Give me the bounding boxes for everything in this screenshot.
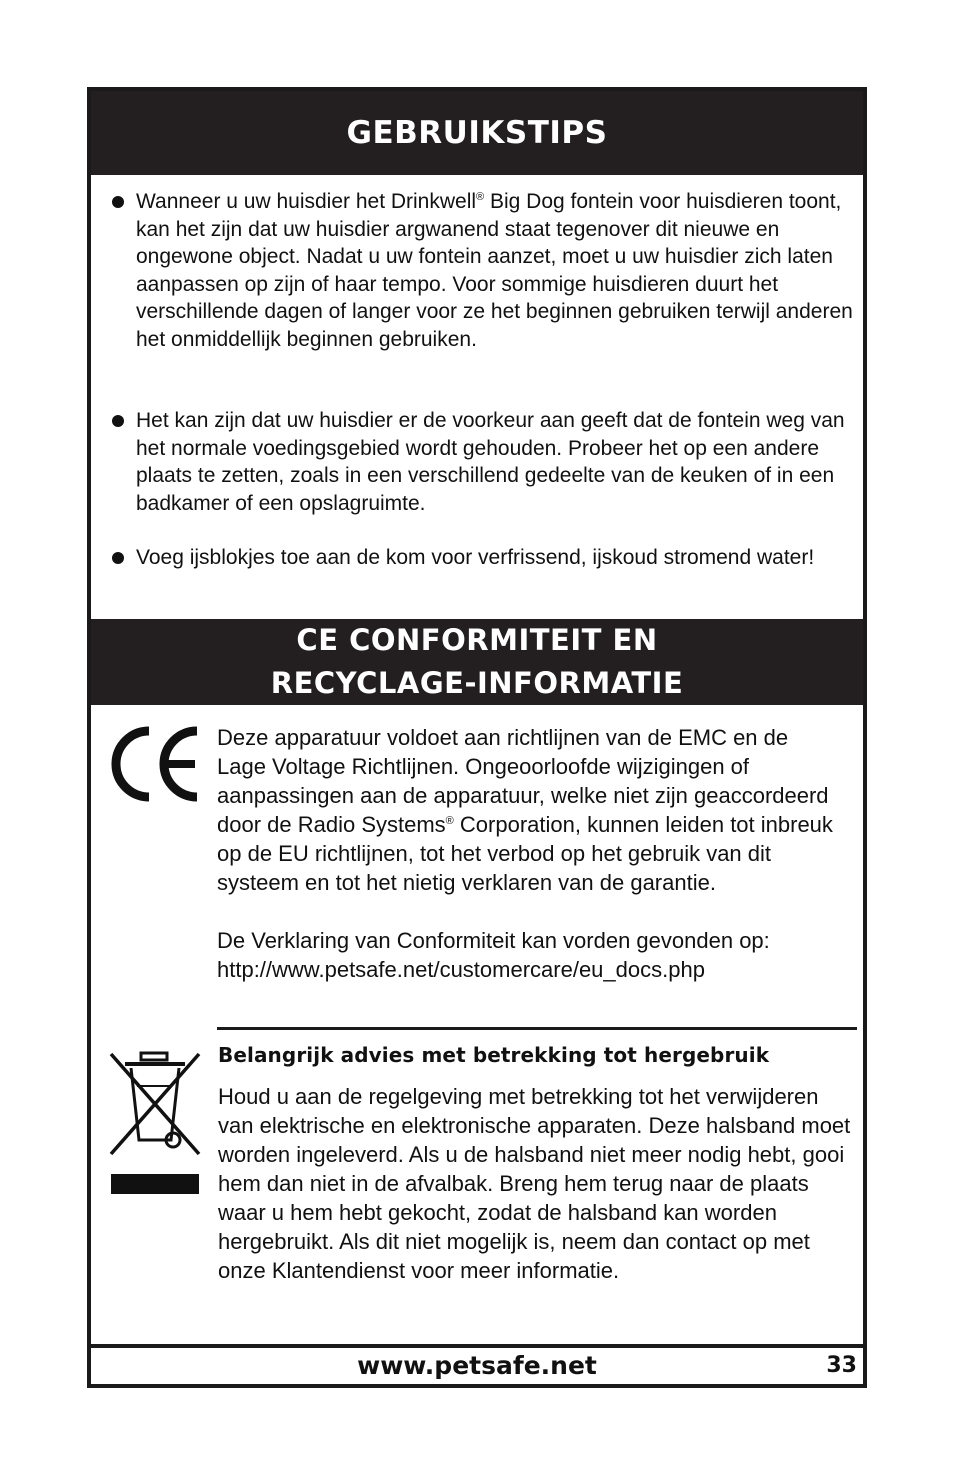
recycling-text: Houd u aan de regelgeving met betrekking tot het verwijderen van elektrische en elektronische apparaten. Deze halsband moet worden ingeleverd. Als u de halsband niet meer nodig hebt, gooi hem dan niet in de afvalbak. Breng hem terug naar de plaats waar u hem hebt gekocht, zodat de halsband kan worden hergebruikt. Als dit niet mogelijk is, neem dan contact op met onze Klantendienst voor meer informatie. <box>218 1084 851 1283</box>
registered-mark: ® <box>445 815 454 827</box>
bullet-icon <box>112 415 124 427</box>
list-item <box>136 544 856 572</box>
ce-mark-icon <box>109 723 203 805</box>
section-title-ce-recyclage <box>91 619 863 705</box>
crossed-out-bin-icon <box>105 1048 205 1200</box>
section-title-line: RECYCLAGE-INFORMATIE <box>270 666 684 700</box>
bullet-icon <box>112 196 124 208</box>
page-frame <box>87 87 867 1388</box>
tip-text: Voeg ijsblokjes toe aan de kom voor verfrissend, ijskoud stromend water! <box>136 546 815 569</box>
footer-url: www.petsafe.net <box>357 1351 597 1380</box>
section-title-line: CE CONFORMITEIT EN <box>296 623 658 657</box>
ce-conformity-text <box>217 723 837 984</box>
recycling-title: Belangrijk advies met betrekking tot hergebruik <box>218 1043 770 1067</box>
tip-text: Wanneer u uw huisdier het Drinkwell <box>136 190 477 213</box>
list-item <box>136 188 856 353</box>
tip-text: Het kan zijn dat uw huisdier er de voorkeur aan geeft dat de fontein weg van het normale voedingsgebied wordt gehouden. Probeer het op een andere plaats te zetten, zoals in een verschillend gedeelte van de keuken of in een badkamer of een opslagruimte. <box>136 409 845 515</box>
registered-mark: ® <box>476 191 485 203</box>
bullet-icon <box>112 552 124 564</box>
footer-divider <box>91 1344 863 1348</box>
declaration-url: http://www.petsafe.net/customercare/eu_docs.php <box>217 957 705 982</box>
section-title-gebruikstips: GEBRUIKSTIPS <box>91 91 863 175</box>
tip-text: Big Dog fontein voor huisdieren toont, kan het zijn dat uw huisdier argwanend staat tegenover dit nieuwe en ongewone object. Nadat u uw fontein aanzet, moet u uw huisdier zich laten aanpassen op zijn of haar tempo. Voor sommige huisdieren duurt het verschillende dagen of langer voor ze het beginnen gebruiken terwijl anderen het onmiddellijk beginnen gebruiken. <box>136 190 853 351</box>
page-number: 33 <box>826 1353 857 1378</box>
ce-paragraph: Deze apparatuur voldoet aan richtlijnen van de EMC en de Lage Voltage Richtlijnen. Ongeoorloofde wijzigingen of aanpassingen aan de apparatuur, welke niet zijn geaccordeerd door de Radio Systems® Corporation, kunnen leiden tot inbreuk op de EU richtlijnen, tot het verbod op het gebruik van dit systeem en tot het nietig verklaren van de garantie. <box>217 725 833 895</box>
list-item <box>136 407 856 517</box>
declaration-paragraph: De Verklaring van Conformiteit kan vorden gevonden op: http://www.petsafe.net/customercare/eu_docs.php <box>217 928 770 982</box>
divider <box>217 1027 857 1030</box>
